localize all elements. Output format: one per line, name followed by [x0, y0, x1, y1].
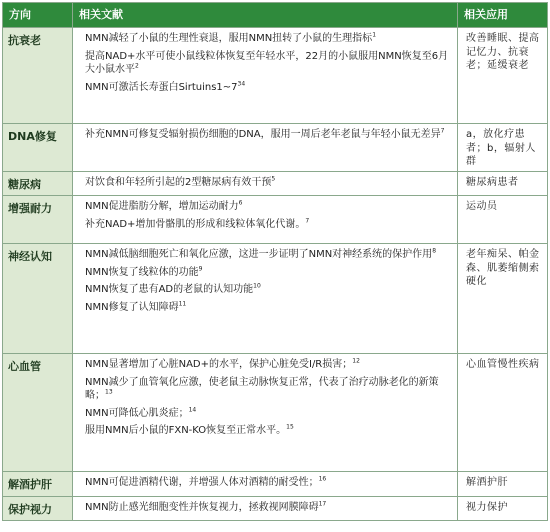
literature-cell — [73, 196, 458, 244]
application-text: 改善睡眠、提高记忆力、抗衰老；延缓衰老 — [466, 33, 540, 71]
entry-text: NMN减少了血管氧化应激，使老鼠主动脉恢复正常，代表了治疗动脉老化的新策略； — [85, 376, 439, 401]
entry-text: NMN防止感光细胞变性并恢复视力，拯救视网膜障碍 — [85, 501, 319, 513]
entry-text: NMN减低脑细胞死亡和氧化应激，这进一步证明了NMN对神经系统的保护作用 — [85, 249, 433, 260]
application-cell — [458, 196, 548, 244]
literature-cell — [73, 244, 458, 354]
reference-number: 13 — [105, 388, 113, 396]
literature-cell — [73, 472, 458, 497]
application-text: 心血管慢性疾病 — [466, 359, 540, 370]
reference-number: 10 — [253, 282, 261, 290]
category-cell: 心血管 — [3, 354, 73, 472]
table-row — [3, 171, 548, 196]
entry-text: NMN恢复了患有AD的老鼠的认知功能 — [85, 284, 254, 295]
reference-number: 16 — [318, 475, 327, 483]
literature-entry — [85, 301, 451, 315]
nmn-research-table — [2, 2, 548, 521]
entry-text: NMN可激活长寿蛋白Sirtuins1~7 — [85, 81, 238, 93]
literature-entry — [85, 266, 451, 280]
category-cell: 增强耐力 — [3, 196, 73, 244]
application-cell — [458, 28, 548, 124]
literature-entry — [85, 283, 451, 297]
application-cell — [458, 171, 548, 196]
application-text: 视力保护 — [466, 501, 508, 513]
header-application: 相关应用 — [458, 3, 548, 28]
category-cell: 保护视力 — [3, 496, 73, 521]
entry-text: NMN可促进酒精代谢，并增强人体对酒精的耐受性； — [85, 477, 319, 488]
reference-number: 9 — [198, 265, 203, 273]
header-category: 方向 — [3, 3, 73, 28]
reference-number: 7 — [440, 127, 445, 135]
literature-entry — [85, 407, 451, 421]
application-cell — [458, 244, 548, 354]
reference-number: 12 — [352, 357, 360, 365]
literature-entry — [85, 501, 451, 515]
literature-cell — [73, 28, 458, 124]
table-row — [3, 472, 548, 497]
literature-entry — [85, 476, 451, 490]
entry-text: NMN显著增加了心脏NAD+的水平，保护心脏免受I/R损害； — [85, 359, 353, 370]
literature-entry — [85, 424, 451, 438]
entry-text: 对饮食和年轻所引起的2型糖尿病有效干预 — [85, 176, 272, 188]
literature-entry — [85, 81, 451, 95]
reference-number: 17 — [318, 500, 327, 508]
literature-cell — [73, 124, 458, 172]
application-text: 老年痴呆、帕金森、肌萎缩侧索硬化 — [466, 249, 540, 287]
literature-entry — [85, 376, 451, 403]
table-row — [3, 28, 548, 124]
reference-number: 1 — [372, 31, 377, 39]
entry-text: 提高NAD+水平可使小鼠线粒体恢复至年轻水平，22月的小鼠服用NMN恢复至6月大小鼠水平 — [85, 50, 449, 75]
reference-number: 6 — [238, 199, 243, 207]
literature-cell — [73, 171, 458, 196]
reference-number: 2 — [135, 62, 139, 70]
table-row — [3, 124, 548, 172]
category-cell: 神经认知 — [3, 244, 73, 354]
header-literature: 相关文献 — [73, 3, 458, 28]
reference-number: 8 — [432, 247, 437, 255]
entry-text: 补充NMN可修复受辐射损伤细胞的DNA，服用一周后老年老鼠与年轻小鼠无差异 — [85, 129, 441, 140]
literature-entry — [85, 128, 451, 142]
application-cell — [458, 472, 548, 497]
reference-number: 5 — [271, 175, 276, 183]
application-text: a，放化疗患者；b，辐射人群 — [466, 129, 536, 167]
table-body — [3, 28, 548, 521]
literature-entry — [85, 218, 451, 232]
literature-entry — [85, 248, 451, 262]
entry-text: NMN促进脂肪分解，增加运动耐力 — [85, 201, 239, 212]
application-text: 解酒护肝 — [466, 477, 508, 488]
category-cell: DNA修复 — [3, 124, 73, 172]
category-cell: 解酒护肝 — [3, 472, 73, 497]
entry-text: NMN恢复了线粒体的功能 — [85, 266, 199, 278]
table-row — [3, 354, 548, 472]
application-text: 糖尿病患者 — [466, 176, 519, 188]
reference-number: 11 — [178, 300, 187, 308]
reference-number: 14 — [188, 406, 197, 414]
category-cell: 糖尿病 — [3, 171, 73, 196]
application-cell — [458, 354, 548, 472]
entry-text: 服用NMN后小鼠的FXN-KO恢复至正常水平。 — [85, 425, 287, 436]
entry-text: NMN修复了认知障碍 — [85, 301, 179, 313]
table-row — [3, 244, 548, 354]
entry-text: 补充NAD+增加骨骼肌的形成和线粒体氧化代谢。 — [85, 218, 306, 230]
literature-entry — [85, 50, 451, 77]
reference-number: 7 — [305, 217, 310, 225]
entry-text: NMN减轻了小鼠的生理性衰退，服用NMN扭转了小鼠的生理指标 — [85, 33, 373, 44]
entry-text: NMN可降低心肌炎症； — [85, 407, 189, 419]
literature-entry — [85, 358, 451, 372]
literature-cell — [73, 496, 458, 521]
application-cell — [458, 124, 548, 172]
literature-entry — [85, 32, 451, 46]
application-cell — [458, 496, 548, 521]
table-header-row — [3, 3, 548, 28]
table-row — [3, 196, 548, 244]
table-row — [3, 496, 548, 521]
application-text: 运动员 — [466, 201, 498, 212]
reference-number: 15 — [286, 423, 294, 431]
reference-number: 34 — [237, 80, 246, 88]
category-cell: 抗衰老 — [3, 28, 73, 124]
literature-entry — [85, 200, 451, 214]
literature-entry — [85, 176, 451, 190]
literature-cell — [73, 354, 458, 472]
